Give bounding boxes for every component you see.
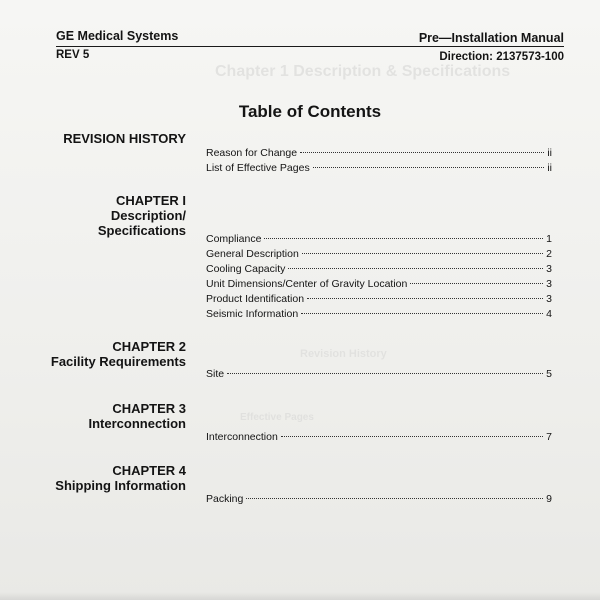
header-right bbox=[419, 30, 564, 65]
revision-label: REV 5 bbox=[56, 49, 90, 61]
dot-leader bbox=[302, 253, 543, 254]
toc-entry bbox=[206, 292, 552, 306]
section-heading-line: Shipping Information bbox=[55, 478, 186, 493]
section-heading-line: CHAPTER I bbox=[115, 193, 186, 208]
dot-leader bbox=[301, 313, 543, 314]
section-heading-line: CHAPTER 2 bbox=[112, 339, 186, 354]
toc-entry-page: 3 bbox=[546, 293, 552, 305]
toc-entry-title: General Description bbox=[206, 248, 299, 260]
toc-entry-title: Unit Dimensions/Center of Gravity Location bbox=[206, 278, 408, 290]
manual-title: Pre—Installation Manual bbox=[418, 31, 564, 45]
toc-entry bbox=[206, 492, 552, 506]
toc-entry-page: 5 bbox=[546, 368, 552, 380]
bleed-through-text: Revision History bbox=[300, 348, 387, 360]
direction-number: Direction: 2137573-100 bbox=[439, 51, 564, 63]
dot-leader bbox=[227, 373, 543, 374]
dot-leader bbox=[246, 498, 543, 499]
toc-entry bbox=[206, 247, 552, 261]
bleed-through-text: Effective Pages bbox=[240, 412, 314, 423]
toc-entry bbox=[206, 232, 552, 246]
dot-leader bbox=[264, 238, 543, 239]
toc-entry bbox=[206, 307, 552, 321]
toc-entry-page: 2 bbox=[546, 248, 552, 260]
company-name: GE Medical Systems bbox=[56, 29, 179, 43]
section-heading-line: CHAPTER 4 bbox=[112, 463, 186, 478]
dot-leader bbox=[307, 298, 543, 299]
toc-entry-page: ii bbox=[547, 147, 552, 159]
toc-entry-title: Packing bbox=[206, 493, 244, 505]
bleed-through-text: Chapter 1 Description & Specifications bbox=[215, 63, 511, 80]
toc-entry-title: List of Effective Pages bbox=[206, 162, 310, 174]
toc-entry-title: Compliance bbox=[206, 233, 262, 245]
toc-entry-title: Interconnection bbox=[206, 431, 278, 443]
dot-leader bbox=[288, 268, 543, 269]
dot-leader bbox=[300, 152, 544, 153]
toc-entry-title: Cooling Capacity bbox=[206, 263, 286, 275]
toc-entry-page: 3 bbox=[546, 278, 552, 290]
section-heading-line: Description/ bbox=[110, 208, 186, 223]
toc-entry-page: 9 bbox=[546, 493, 552, 505]
header-divider bbox=[56, 46, 564, 47]
toc-entry-page: 3 bbox=[546, 263, 552, 275]
toc-entry bbox=[206, 146, 552, 160]
section-heading-line: REVISION HISTORY bbox=[63, 131, 186, 146]
toc-entry bbox=[206, 430, 552, 444]
section-heading-line: Interconnection bbox=[88, 416, 186, 431]
toc-entry-title: Site bbox=[206, 368, 225, 380]
section-heading-chapter-2 bbox=[40, 339, 186, 369]
toc-entry-page: 7 bbox=[546, 431, 552, 443]
toc-entry-page: 1 bbox=[546, 233, 552, 245]
section-heading-chapter-3 bbox=[40, 401, 186, 431]
toc-entry-title: Seismic Information bbox=[206, 308, 299, 320]
dot-leader bbox=[410, 283, 543, 284]
page-title: Table of Contents bbox=[238, 102, 382, 121]
toc-entry-page: ii bbox=[547, 162, 552, 174]
toc-entry bbox=[206, 277, 552, 291]
section-heading-revision-history bbox=[40, 131, 186, 146]
toc-entry-title: Product Identification bbox=[206, 293, 305, 305]
page-edge-shadow bbox=[0, 592, 600, 600]
dot-leader bbox=[281, 436, 543, 437]
section-heading-line: Specifications bbox=[97, 223, 186, 238]
toc-entry-page: 4 bbox=[546, 308, 552, 320]
toc-entry bbox=[206, 262, 552, 276]
toc-entry bbox=[206, 161, 552, 175]
toc-entry bbox=[206, 367, 552, 381]
section-heading-line: Facility Requirements bbox=[50, 354, 186, 369]
dot-leader bbox=[313, 167, 545, 168]
toc-entry-title: Reason for Change bbox=[206, 147, 298, 159]
section-heading-chapter-4 bbox=[40, 463, 186, 493]
section-heading-line: CHAPTER 3 bbox=[112, 401, 186, 416]
section-heading-chapter-1 bbox=[40, 193, 186, 238]
